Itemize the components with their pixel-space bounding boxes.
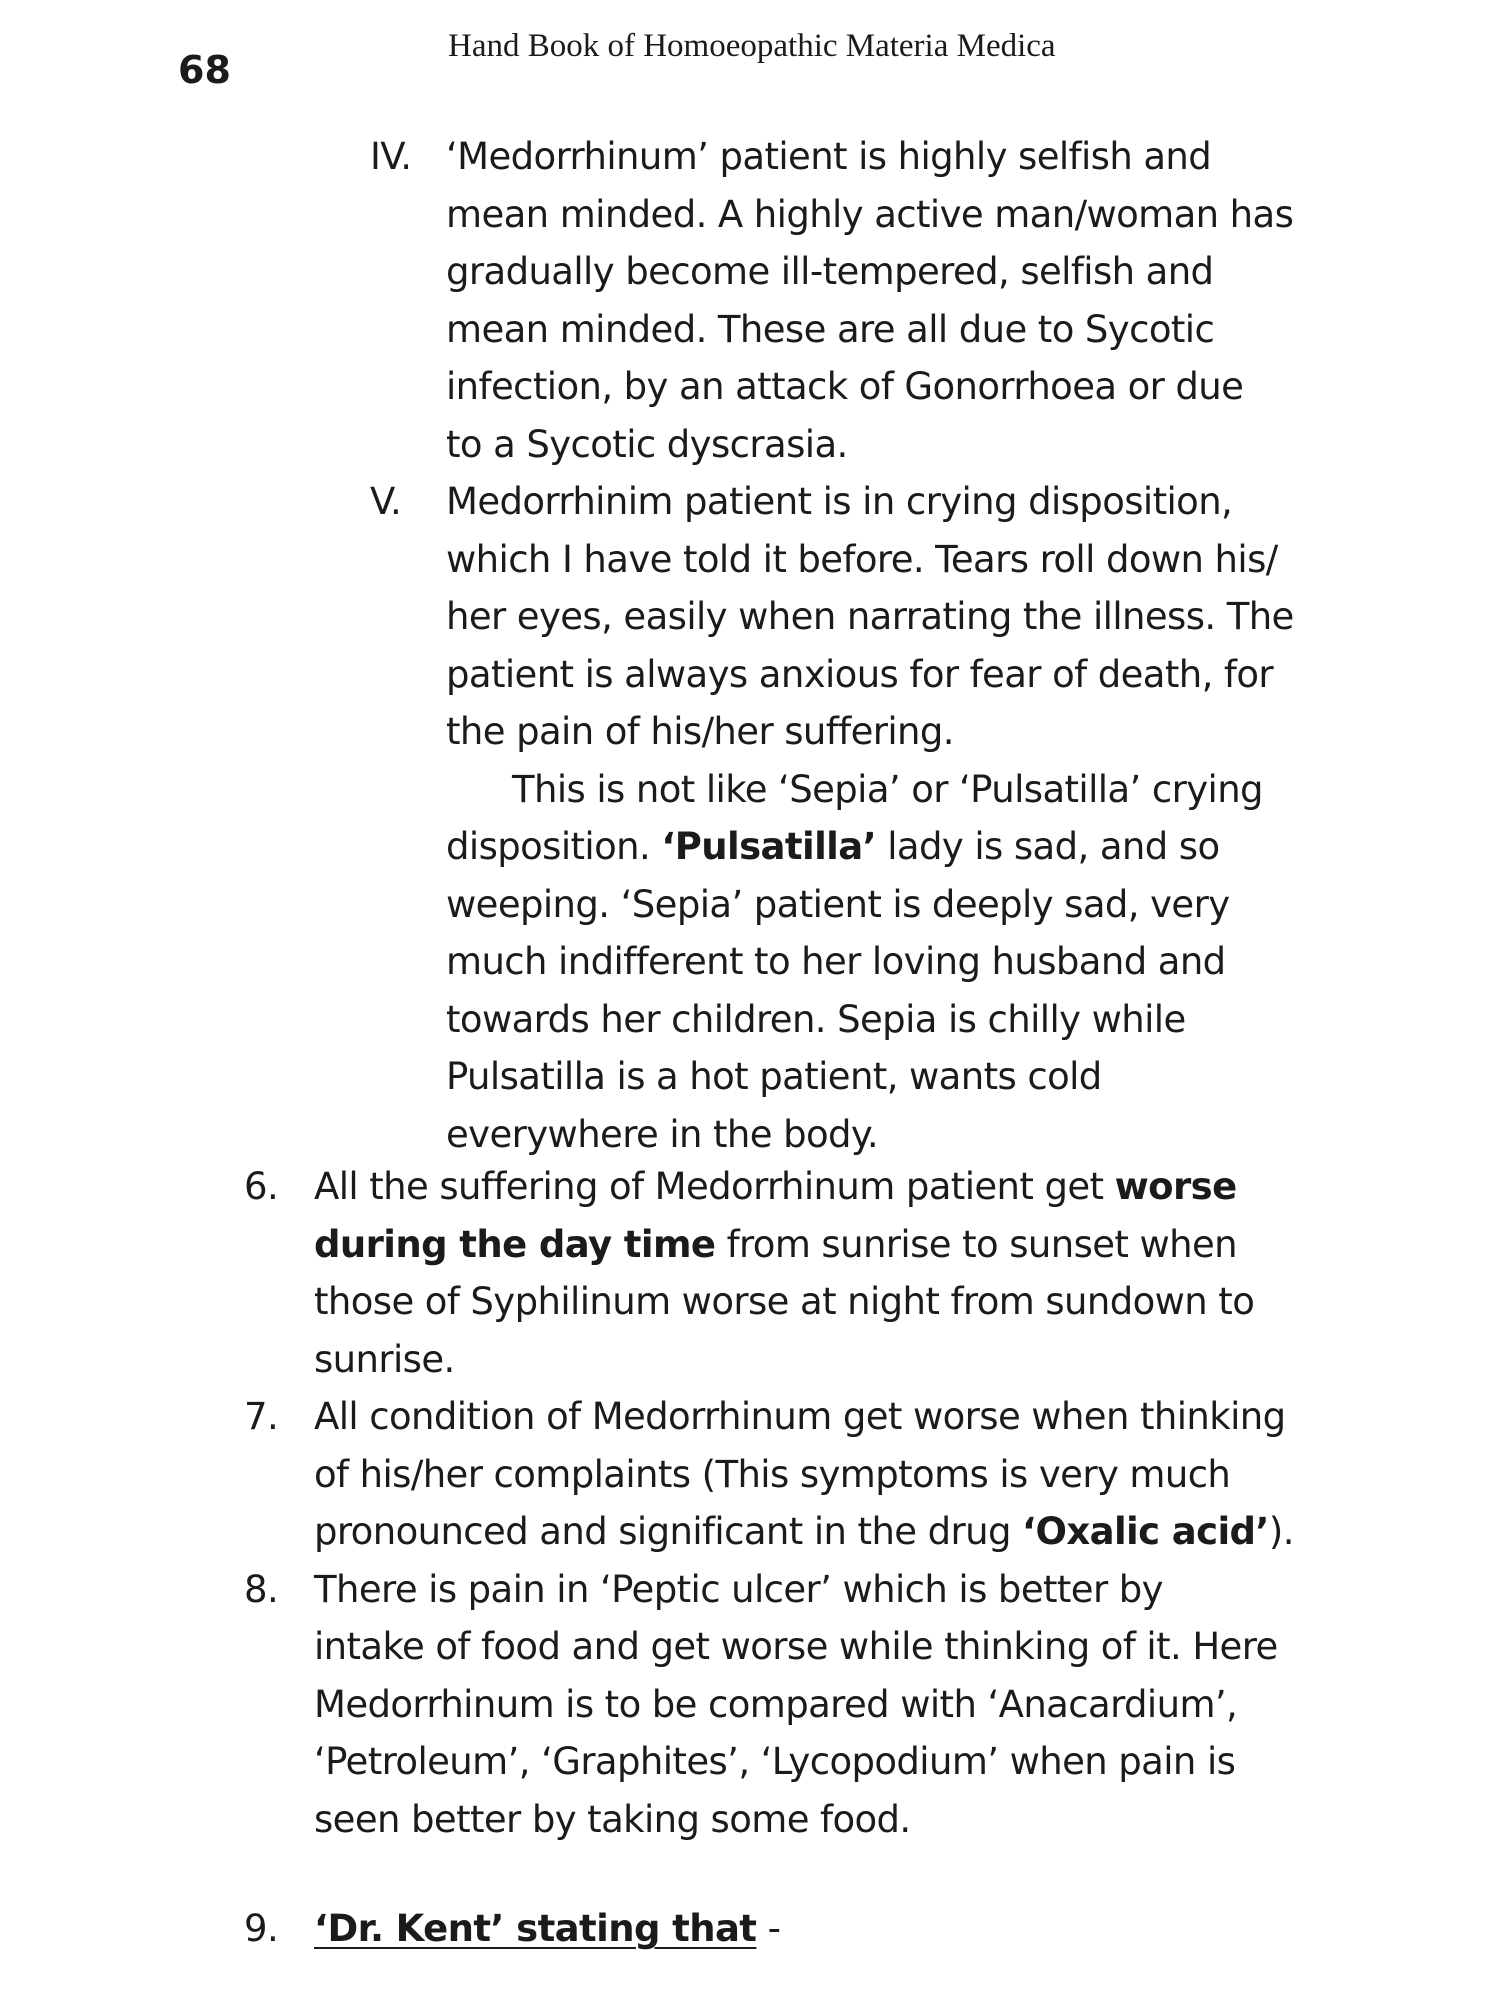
text-line: much indifferent to her loving husband and — [446, 940, 1226, 983]
text-line: weeping. ‘Sepia’ patient is deeply sad, very — [446, 882, 1230, 926]
text-run: All the suffering of Medorrhinum patient get — [314, 1165, 1115, 1208]
text-run: disposition. — [446, 825, 662, 868]
list-marker: 7. — [244, 1395, 279, 1438]
list-marker: V. — [370, 480, 402, 523]
text-line: This is not like ‘Sepia’ or ‘Pulsatilla’ crying — [512, 767, 1263, 811]
list-marker: 8. — [244, 1567, 279, 1611]
list-item-v — [370, 473, 1370, 1163]
list-item-9 — [244, 1900, 1374, 1958]
text-line: seen better by taking some food. — [314, 1797, 911, 1841]
text-line: Medorrhinum is to be compared with ‘Anacardium’, — [314, 1682, 1238, 1726]
running-header: Hand Book of Homoeopathic Materia Medica — [448, 28, 1056, 64]
list-item-8 — [244, 1561, 1374, 1849]
text-line: those of Syphilinum worse at night from sundown to — [314, 1280, 1255, 1323]
text-line: ‘Petroleum’, ‘Graphites’, ‘Lycopodium’ when pain is — [314, 1740, 1236, 1783]
text-line: which I have told it before. Tears roll down his/ — [446, 537, 1278, 581]
text-line: to a Sycotic dyscrasia. — [446, 422, 848, 466]
text-run: lady is sad, and so — [876, 825, 1220, 868]
text-line: mean minded. These are all due to Sycotic — [446, 307, 1215, 351]
text-line: everywhere in the body. — [446, 1112, 879, 1156]
list-marker: 9. — [244, 1907, 279, 1950]
text-line: All condition of Medorrhinum get worse when thinking — [314, 1395, 1286, 1438]
text-line — [314, 1216, 1374, 1274]
list-marker: IV. — [370, 135, 412, 178]
list-item-6 — [244, 1158, 1374, 1388]
text-line — [314, 1503, 1374, 1561]
bold-term: ‘Oxalic acid’ — [1022, 1510, 1269, 1553]
text-line: towards her children. Sepia is chilly while — [446, 997, 1186, 1041]
text-line: ‘Medorrhinum’ patient is highly selfish and — [446, 135, 1212, 178]
text-line: Pulsatilla is a hot patient, wants cold — [446, 1055, 1102, 1098]
text-run: - — [756, 1907, 781, 1950]
text-line — [314, 1158, 1374, 1216]
text-line — [314, 1900, 1374, 1958]
text-line — [446, 818, 1370, 876]
text-line: gradually become ill-tempered, selfish and — [446, 250, 1214, 293]
roman-list — [370, 128, 1370, 1163]
numbered-list — [244, 1158, 1374, 1958]
text-line: intake of food and get worse while thinking of it. Here — [314, 1625, 1278, 1668]
text-line: the pain of his/her suffering. — [446, 710, 954, 753]
list-marker: 6. — [244, 1165, 279, 1208]
section-heading: ‘Dr. Kent’ stating that — [314, 1907, 757, 1950]
text-line: Medorrhinim patient is in crying disposition, — [446, 480, 1233, 523]
text-line: mean minded. A highly active man/woman has — [446, 192, 1294, 236]
text-run: pronounced and significant in the drug — [314, 1510, 1023, 1553]
text-line: sunrise. — [314, 1337, 455, 1381]
text-run: ). — [1268, 1510, 1294, 1553]
list-item-7 — [244, 1388, 1374, 1561]
bold-term: during the day time — [314, 1222, 716, 1266]
text-line: infection, by an attack of Gonorrhoea or due — [446, 365, 1244, 408]
text-run: from sunrise to sunset when — [715, 1222, 1238, 1266]
page-number: 68 — [178, 48, 231, 92]
bold-term: ‘Pulsatilla’ — [661, 825, 877, 868]
text-line: There is pain in ‘Peptic ulcer’ which is better by — [314, 1567, 1163, 1611]
text-line: patient is always anxious for fear of death, for — [446, 652, 1273, 696]
text-line: her eyes, easily when narrating the illness. The — [446, 595, 1294, 638]
list-item-iv — [370, 128, 1370, 473]
text-line: of his/her complaints (This symptoms is very much — [314, 1452, 1231, 1496]
bold-term: worse — [1114, 1165, 1237, 1208]
